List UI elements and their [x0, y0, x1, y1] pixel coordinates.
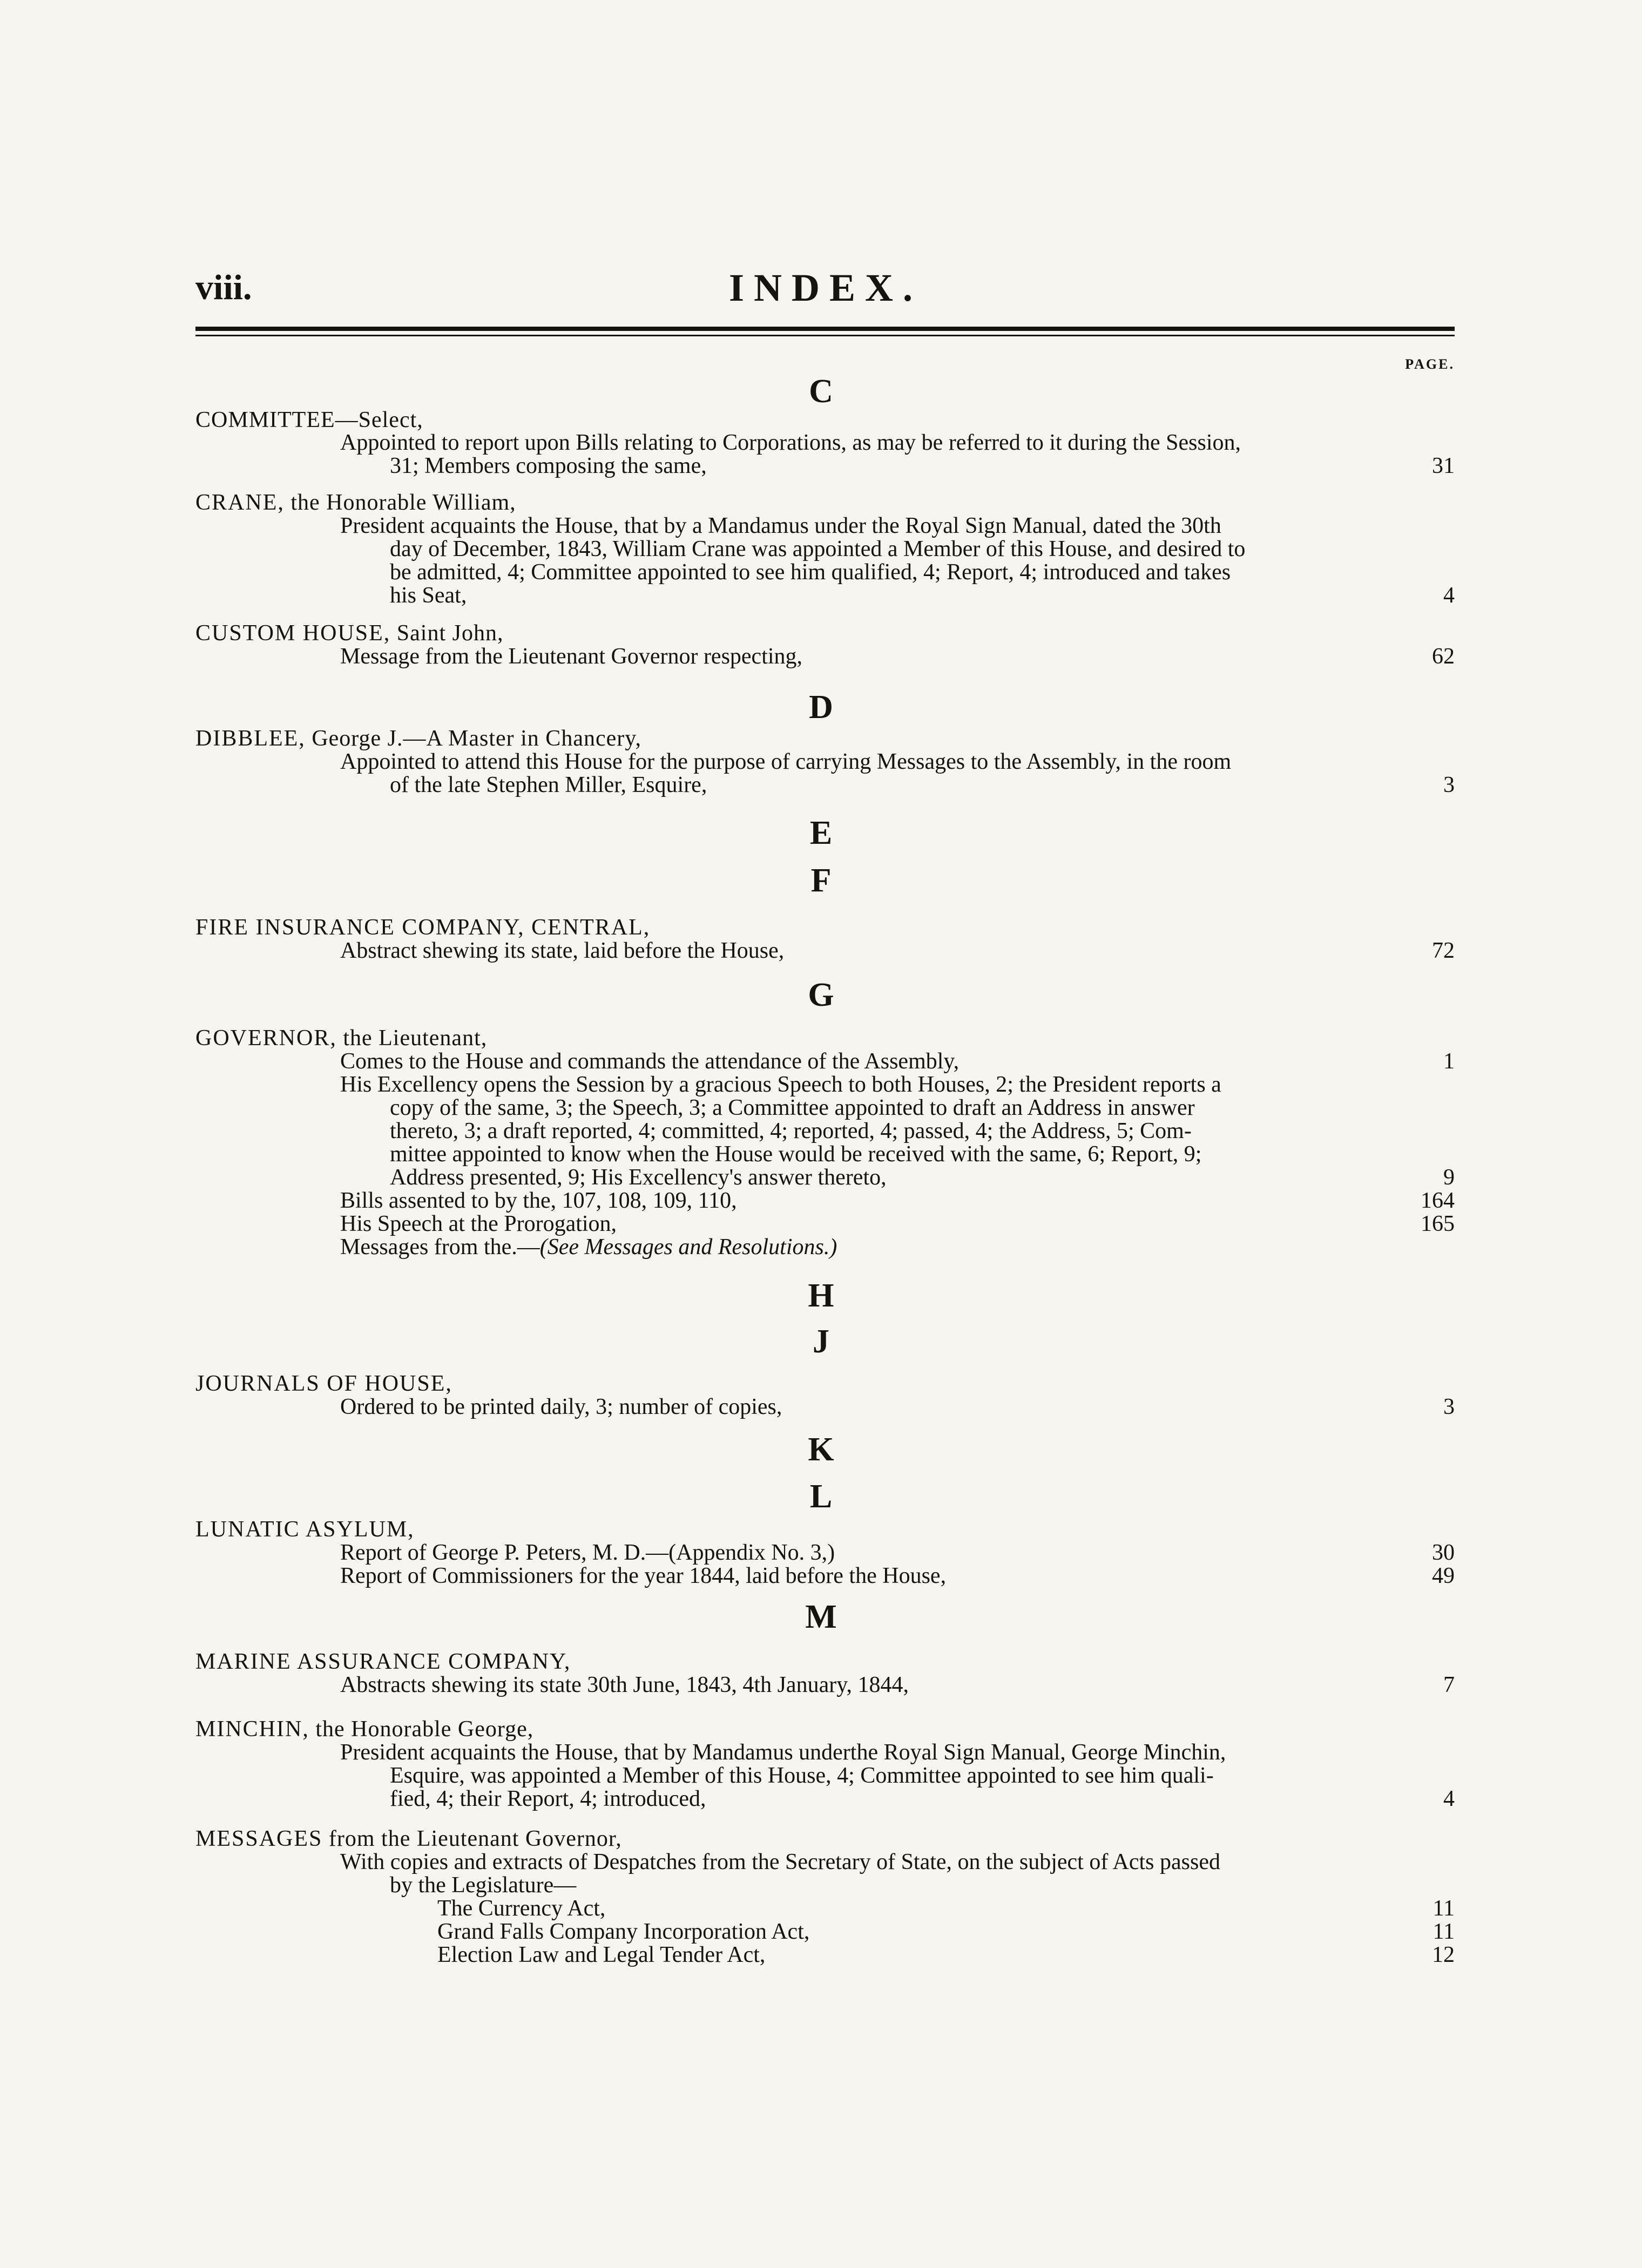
entry-line: Appointed to attend this House for the purpose of carrying Messages to the Assembly, in the room — [340, 749, 1232, 774]
section-letter-g: G — [808, 977, 834, 1013]
page-number: 11 — [1432, 1919, 1455, 1944]
entry-line: Abstract shewing its state, laid before the House, — [340, 938, 785, 963]
page-number: 72 — [1432, 938, 1455, 963]
entry-heading-journals — [195, 1371, 452, 1396]
entry-line: Abstracts shewing its state 30th June, 1843, 4th January, 1844, — [340, 1673, 909, 1697]
heading-rest: George J.—A Master in Chancery, — [305, 726, 642, 751]
section-letter-c: C — [809, 373, 833, 410]
heading-rest: the Lieutenant, — [336, 1026, 488, 1051]
heading-rest: the Honorable William, — [284, 490, 516, 515]
page-column-label: PAGE. — [1405, 356, 1455, 372]
page-number: 11 — [1432, 1896, 1455, 1921]
entry-line: copy of the same, 3; the Speech, 3; a Committee appointed to draft an Address in answer — [390, 1095, 1195, 1120]
section-letter-j: J — [813, 1323, 829, 1360]
page-number: 1 — [1443, 1049, 1455, 1074]
running-head: INDEX. — [729, 266, 923, 309]
page-number: 9 — [1443, 1165, 1455, 1190]
entry-line: President acquaints the House, that by a Mandamus under the Royal Sign Manual, dated the 30th — [340, 513, 1221, 538]
entry-line: Election Law and Legal Tender Act, — [437, 1942, 766, 1967]
section-letter-l: L — [809, 1478, 833, 1515]
entry-line-messages — [340, 1235, 837, 1260]
heading-name: CRANE, — [195, 490, 285, 515]
page-number: 3 — [1443, 773, 1455, 797]
entry-heading-crane — [195, 490, 516, 515]
section-letter-k: K — [808, 1431, 834, 1468]
entry-line: 31; Members composing the same, — [390, 453, 707, 478]
cross-reference: (See Messages and Resolutions.) — [539, 1235, 837, 1260]
entry-heading-governor — [195, 1026, 487, 1051]
heading-name: MARINE ASSURANCE COMPANY, — [195, 1649, 571, 1674]
page-number: 62 — [1432, 644, 1455, 669]
entry-line: His Excellency opens the Session by a gracious Speech to both Houses, 2; the President reports a — [340, 1072, 1221, 1097]
entry-heading-lunatic-asylum — [195, 1517, 415, 1542]
entry-line: mittee appointed to know when the House would be received with the same, 6; Report, 9; — [390, 1142, 1202, 1167]
page-number: 4 — [1443, 583, 1455, 608]
entry-line: With copies and extracts of Despatches from the Secretary of State, on the subject of Acts passed — [340, 1850, 1220, 1874]
entry-line: fied, 4; their Report, 4; introduced, — [390, 1786, 706, 1811]
heading-name: CUSTOM HOUSE, — [195, 621, 391, 646]
entry-line: Grand Falls Company Incorporation Act, — [437, 1919, 810, 1944]
entry-line: thereto, 3; a draft reported, 4; committed, 4; reported, 4; passed, 4; the Address, 5; Com- — [390, 1119, 1192, 1143]
entry-line: Report of Commissioners for the year 1844, laid before the House, — [340, 1563, 947, 1588]
heading-rest: the Honorable George, — [309, 1717, 534, 1742]
entry-heading-custom-house — [195, 621, 503, 646]
section-letter-m: M — [805, 1599, 837, 1635]
entry-line: President acquaints the House, that by Mandamus underthe Royal Sign Manual, George Minchin, — [340, 1740, 1226, 1765]
page-number: 165 — [1421, 1211, 1455, 1236]
heading-name: MINCHIN, — [195, 1717, 309, 1742]
entry-heading-fire-insurance — [195, 915, 650, 940]
heading-name: JOURNALS OF HOUSE, — [195, 1371, 452, 1396]
entry-line: Ordered to be printed daily, 3; number of copies, — [340, 1394, 782, 1419]
entry-line: Esquire, was appointed a Member of this House, 4; Committee appointed to see him quali- — [390, 1763, 1214, 1788]
entry-line: Appointed to report upon Bills relating to Corporations, as may be referred to it during the Session, — [340, 430, 1241, 455]
entry-line: Message from the Lieutenant Governor respecting, — [340, 644, 803, 669]
page-number: 49 — [1432, 1563, 1455, 1588]
header-rule-thick — [195, 327, 1455, 331]
section-letter-d: D — [809, 689, 833, 726]
page-folio: viii. — [195, 268, 252, 307]
entry-line: Bills assented to by the, 107, 108, 109, 110, — [340, 1188, 737, 1213]
entry-line: Report of George P. Peters, M. D.—(Appendix No. 3,) — [340, 1540, 835, 1565]
header-rule-thin — [195, 335, 1455, 336]
entry-line: His Speech at the Prorogation, — [340, 1211, 617, 1236]
heading-rest: Saint John, — [390, 621, 504, 646]
section-letter-f: F — [810, 862, 832, 899]
heading-name: LUNATIC ASYLUM, — [195, 1517, 415, 1542]
page-number: 31 — [1432, 453, 1455, 478]
heading-name: GOVERNOR, — [195, 1026, 337, 1051]
heading-name: DIBBLEE, — [195, 726, 306, 751]
page-number: 3 — [1443, 1394, 1455, 1419]
entry-line: Comes to the House and commands the attendance of the Assembly, — [340, 1049, 959, 1074]
heading-name: FIRE INSURANCE COMPANY, CENTRAL, — [195, 915, 651, 940]
entry-heading-marine-assurance — [195, 1649, 571, 1674]
page-number: 12 — [1432, 1942, 1455, 1967]
section-letter-h: H — [808, 1277, 834, 1314]
entry-line: be admitted, 4; Committee appointed to see him qualified, 4; Report, 4; introduced and takes — [390, 560, 1231, 585]
page-number: 4 — [1443, 1786, 1455, 1811]
entry-heading-dibblee — [195, 726, 641, 751]
heading-rest: from the Lieutenant Governor, — [322, 1826, 622, 1851]
page-number: 30 — [1432, 1540, 1455, 1565]
entry-text: Messages from the.— — [340, 1235, 540, 1260]
section-letter-e: E — [809, 815, 833, 851]
entry-heading-messages — [195, 1826, 622, 1851]
entry-line: day of December, 1843, William Crane was appointed a Member of this House, and desired to — [390, 537, 1246, 561]
entry-heading-committee: COMMITTEE—Select, — [195, 408, 423, 432]
page-number: 164 — [1421, 1188, 1455, 1213]
heading-name: MESSAGES — [195, 1826, 323, 1851]
entry-heading-minchin — [195, 1717, 533, 1742]
entry-line: The Currency Act, — [437, 1896, 606, 1921]
page-number: 7 — [1443, 1673, 1455, 1697]
entry-line: of the late Stephen Miller, Esquire, — [390, 773, 707, 797]
entry-line: by the Legislature— — [390, 1873, 577, 1898]
entry-line: his Seat, — [390, 583, 467, 608]
entry-line: Address presented, 9; His Excellency's answer thereto, — [390, 1165, 887, 1190]
